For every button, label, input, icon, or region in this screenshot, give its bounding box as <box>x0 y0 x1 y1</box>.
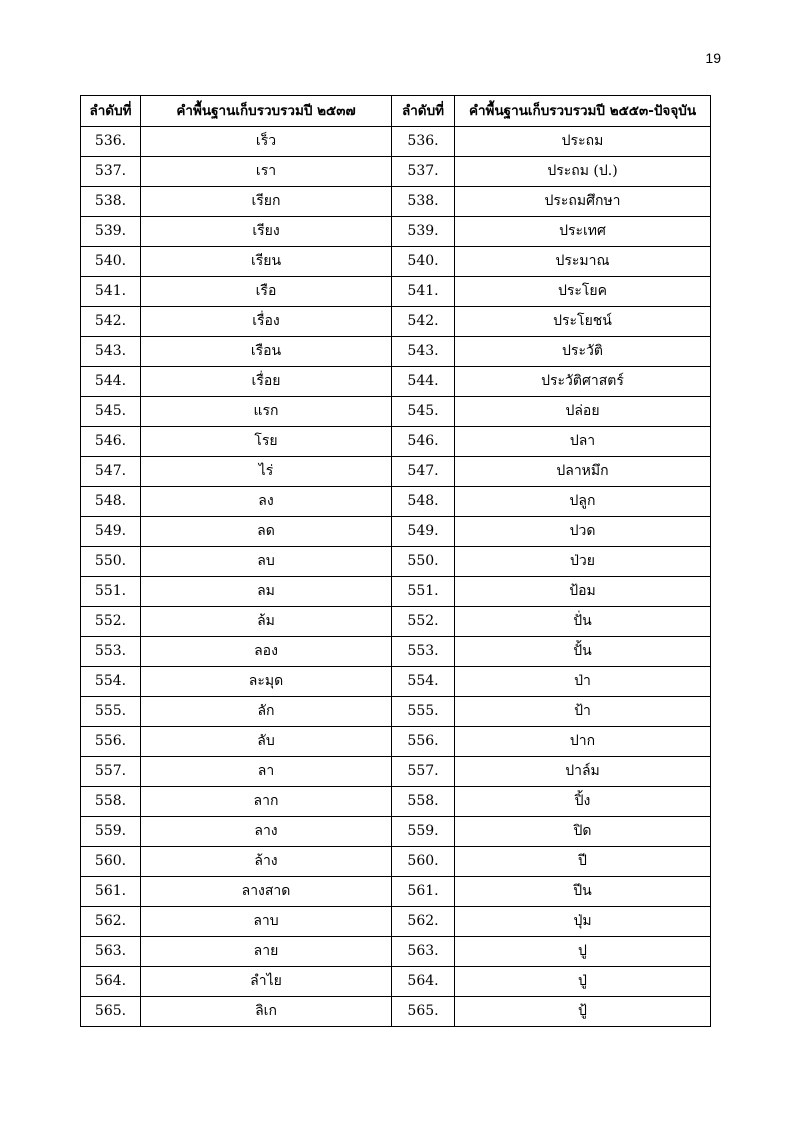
word-1994-cell: ล้าง <box>141 847 392 877</box>
index-1994-cell: 563. <box>81 937 141 967</box>
word-1994-cell: ลางสาด <box>141 877 392 907</box>
word-1994-cell: เร็ว <box>141 127 392 157</box>
word-2010-cell: ประวัติ <box>455 337 711 367</box>
word-1994-cell: ลอง <box>141 637 392 667</box>
index-2010-cell: 544. <box>392 367 455 397</box>
word-2010-cell: ปลาหมึก <box>455 457 711 487</box>
table-row <box>81 517 711 547</box>
word-1994-cell: ลำไย <box>141 967 392 997</box>
index-1994-cell: 546. <box>81 427 141 457</box>
table-row <box>81 337 711 367</box>
word-1994-cell: เรา <box>141 157 392 187</box>
word-2010-cell: ปลา <box>455 427 711 457</box>
word-1994-cell: เรือ <box>141 277 392 307</box>
index-2010-cell: 540. <box>392 247 455 277</box>
index-2010-cell: 560. <box>392 847 455 877</box>
header-index-1994: ลำดับที่ <box>81 96 141 127</box>
word-1994-cell: เรียง <box>141 217 392 247</box>
table-header <box>81 96 711 127</box>
word-1994-cell: ลาบ <box>141 907 392 937</box>
table-row <box>81 847 711 877</box>
table-row <box>81 667 711 697</box>
word-1994-cell: เรียน <box>141 247 392 277</box>
table-row <box>81 757 711 787</box>
index-1994-cell: 560. <box>81 847 141 877</box>
table-row <box>81 427 711 457</box>
table-row <box>81 967 711 997</box>
word-1994-cell: เรื่อย <box>141 367 392 397</box>
index-2010-cell: 545. <box>392 397 455 427</box>
index-2010-cell: 548. <box>392 487 455 517</box>
page-number: 19 <box>705 50 721 66</box>
word-2010-cell: ประถม (ป.) <box>455 157 711 187</box>
table-row <box>81 277 711 307</box>
index-1994-cell: 543. <box>81 337 141 367</box>
index-2010-cell: 541. <box>392 277 455 307</box>
index-1994-cell: 548. <box>81 487 141 517</box>
index-1994-cell: 562. <box>81 907 141 937</box>
table-row <box>81 577 711 607</box>
word-2010-cell: ปู <box>455 937 711 967</box>
table-row <box>81 547 711 577</box>
word-2010-cell: ปู่ <box>455 967 711 997</box>
word-2010-cell: ประโยชน์ <box>455 307 711 337</box>
table-row <box>81 607 711 637</box>
header-index-2010: ลำดับที่ <box>392 96 455 127</box>
header-words-1994: คำพื้นฐานเก็บรวบรวมปี ๒๕๓๗ <box>141 96 392 127</box>
index-1994-cell: 549. <box>81 517 141 547</box>
word-2010-cell: ปล่อย <box>455 397 711 427</box>
index-2010-cell: 557. <box>392 757 455 787</box>
index-1994-cell: 550. <box>81 547 141 577</box>
word-1994-cell: ลาง <box>141 817 392 847</box>
word-1994-cell: เรียก <box>141 187 392 217</box>
index-1994-cell: 542. <box>81 307 141 337</box>
word-2010-cell: ปี <box>455 847 711 877</box>
word-1994-cell: เรื่อง <box>141 307 392 337</box>
index-2010-cell: 538. <box>392 187 455 217</box>
index-2010-cell: 564. <box>392 967 455 997</box>
table-row <box>81 637 711 667</box>
index-1994-cell: 539. <box>81 217 141 247</box>
word-2010-cell: ประถมศึกษา <box>455 187 711 217</box>
index-1994-cell: 559. <box>81 817 141 847</box>
index-1994-cell: 553. <box>81 637 141 667</box>
index-2010-cell: 542. <box>392 307 455 337</box>
index-2010-cell: 554. <box>392 667 455 697</box>
index-1994-cell: 545. <box>81 397 141 427</box>
word-1994-cell: ลัก <box>141 697 392 727</box>
index-1994-cell: 564. <box>81 967 141 997</box>
word-1994-cell: ลาย <box>141 937 392 967</box>
table-body <box>81 127 711 1027</box>
word-2010-cell: ปุ่ม <box>455 907 711 937</box>
index-1994-cell: 541. <box>81 277 141 307</box>
word-1994-cell: ลิเก <box>141 997 392 1027</box>
index-1994-cell: 538. <box>81 187 141 217</box>
index-1994-cell: 561. <box>81 877 141 907</box>
index-1994-cell: 547. <box>81 457 141 487</box>
word-1994-cell: ลง <box>141 487 392 517</box>
word-1994-cell: ละมุด <box>141 667 392 697</box>
word-1994-cell: ลด <box>141 517 392 547</box>
word-2010-cell: ป่วย <box>455 547 711 577</box>
word-2010-cell: ปิ้ง <box>455 787 711 817</box>
table-row <box>81 397 711 427</box>
table-row <box>81 937 711 967</box>
vocabulary-table <box>80 95 711 1027</box>
table-row <box>81 787 711 817</box>
table-row <box>81 877 711 907</box>
index-2010-cell: 537. <box>392 157 455 187</box>
index-2010-cell: 547. <box>392 457 455 487</box>
index-2010-cell: 562. <box>392 907 455 937</box>
word-2010-cell: ปั่น <box>455 607 711 637</box>
index-1994-cell: 555. <box>81 697 141 727</box>
table-row <box>81 247 711 277</box>
index-2010-cell: 558. <box>392 787 455 817</box>
table-row <box>81 817 711 847</box>
word-2010-cell: ประมาณ <box>455 247 711 277</box>
index-2010-cell: 553. <box>392 637 455 667</box>
table-row <box>81 157 711 187</box>
table-row <box>81 997 711 1027</box>
index-2010-cell: 552. <box>392 607 455 637</box>
word-2010-cell: ปวด <box>455 517 711 547</box>
header-words-2010: คำพื้นฐานเก็บรวบรวมปี ๒๕๕๓-ปัจจุบัน <box>455 96 711 127</box>
word-1994-cell: ลาก <box>141 787 392 817</box>
word-2010-cell: ป้อม <box>455 577 711 607</box>
index-1994-cell: 557. <box>81 757 141 787</box>
word-1994-cell: ลา <box>141 757 392 787</box>
index-2010-cell: 546. <box>392 427 455 457</box>
index-1994-cell: 565. <box>81 997 141 1027</box>
index-2010-cell: 559. <box>392 817 455 847</box>
index-2010-cell: 536. <box>392 127 455 157</box>
word-1994-cell: ลบ <box>141 547 392 577</box>
index-2010-cell: 563. <box>392 937 455 967</box>
index-2010-cell: 551. <box>392 577 455 607</box>
word-2010-cell: ป่า <box>455 667 711 697</box>
word-2010-cell: ประถม <box>455 127 711 157</box>
index-1994-cell: 540. <box>81 247 141 277</box>
word-2010-cell: ปิด <box>455 817 711 847</box>
index-2010-cell: 565. <box>392 997 455 1027</box>
index-1994-cell: 537. <box>81 157 141 187</box>
index-1994-cell: 558. <box>81 787 141 817</box>
index-1994-cell: 552. <box>81 607 141 637</box>
word-1994-cell: ลับ <box>141 727 392 757</box>
word-2010-cell: ปาล์ม <box>455 757 711 787</box>
word-1994-cell: ไร่ <box>141 457 392 487</box>
word-2010-cell: ปู้ <box>455 997 711 1027</box>
index-1994-cell: 536. <box>81 127 141 157</box>
word-2010-cell: ปีน <box>455 877 711 907</box>
word-1994-cell: โรย <box>141 427 392 457</box>
word-2010-cell: ปั้น <box>455 637 711 667</box>
word-2010-cell: ประวัติศาสตร์ <box>455 367 711 397</box>
table-row <box>81 367 711 397</box>
index-2010-cell: 539. <box>392 217 455 247</box>
index-2010-cell: 550. <box>392 547 455 577</box>
index-2010-cell: 556. <box>392 727 455 757</box>
index-1994-cell: 554. <box>81 667 141 697</box>
word-2010-cell: ประเทศ <box>455 217 711 247</box>
word-2010-cell: ปาก <box>455 727 711 757</box>
table-row <box>81 907 711 937</box>
table-row <box>81 457 711 487</box>
word-1994-cell: เรือน <box>141 337 392 367</box>
word-2010-cell: ปลูก <box>455 487 711 517</box>
table-row <box>81 487 711 517</box>
index-2010-cell: 543. <box>392 337 455 367</box>
word-1994-cell: แรก <box>141 397 392 427</box>
index-2010-cell: 561. <box>392 877 455 907</box>
index-1994-cell: 551. <box>81 577 141 607</box>
word-1994-cell: ล้ม <box>141 607 392 637</box>
index-2010-cell: 549. <box>392 517 455 547</box>
table-row <box>81 697 711 727</box>
table-row <box>81 217 711 247</box>
index-1994-cell: 544. <box>81 367 141 397</box>
table-row <box>81 727 711 757</box>
table-row <box>81 127 711 157</box>
word-1994-cell: ลม <box>141 577 392 607</box>
word-2010-cell: ประโยค <box>455 277 711 307</box>
index-1994-cell: 556. <box>81 727 141 757</box>
index-2010-cell: 555. <box>392 697 455 727</box>
word-2010-cell: ป้า <box>455 697 711 727</box>
header-row <box>81 96 711 127</box>
table-row <box>81 307 711 337</box>
table-row <box>81 187 711 217</box>
